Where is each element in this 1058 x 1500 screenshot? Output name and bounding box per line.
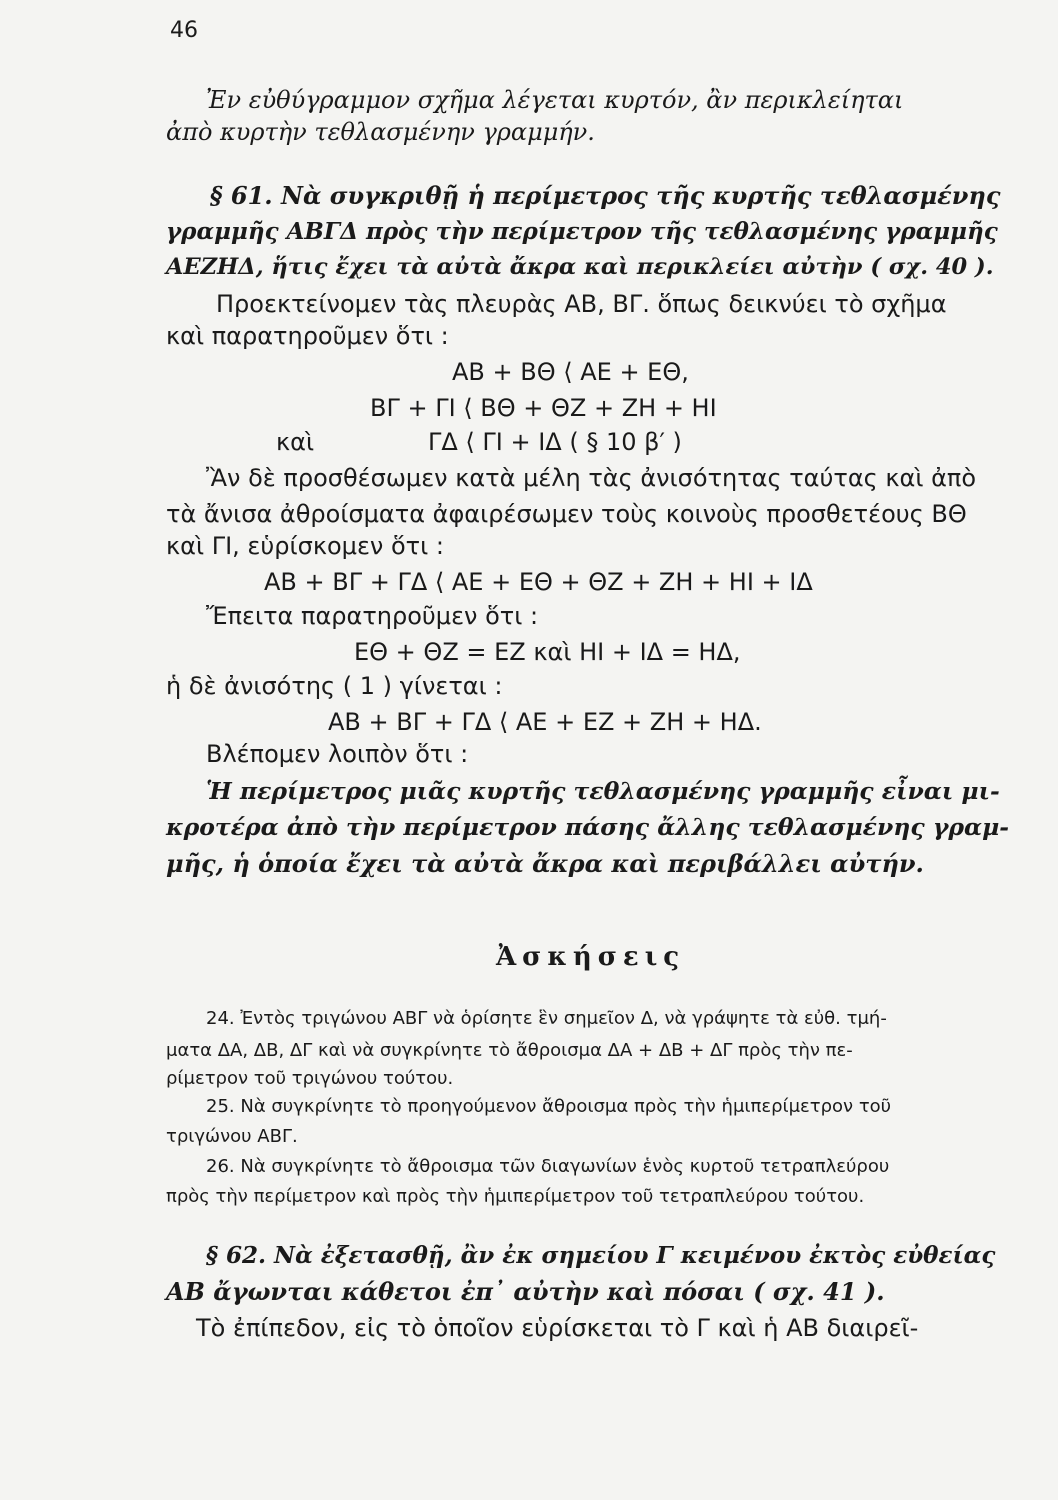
exercise-line: 25. Νὰ συγκρίνητε τὸ προηγούμενον ἄθροισμα πρὸς τὴν ἡμιπερίμετρον τοῦ — [206, 1096, 892, 1117]
exercise-line: τριγώνου ΑΒΓ. — [166, 1126, 298, 1147]
equation: ΓΔ ⟨ ΓΙ + ΙΔ ( § 10 β′ ) — [428, 428, 682, 456]
exercise-line: 26. Νὰ συγκρίνητε τὸ ἄθροισμα τῶν διαγωνίων ἑνὸς κυρτοῦ τετραπλεύρου — [206, 1156, 890, 1177]
exercises-heading: Ἀσκήσεις — [496, 942, 686, 972]
paragraph-line: καὶ ΓΙ, εὑρίσκομεν ὅτι : — [166, 532, 444, 560]
paragraph-line: Ἐν εὐθύγραμμον σχῆμα λέγεται κυρτόν, ἂν περικλείηται — [206, 86, 904, 114]
theorem-line: μῆς, ἡ ὁποία ἔχει τὰ αὐτὰ ἄκρα καὶ περιβάλλει αὐτήν. — [166, 849, 924, 878]
paragraph-line: ἀπὸ κυρτὴν τεθλασμένην γραμμήν. — [166, 118, 595, 146]
paragraph-line: Προεκτείνομεν τὰς πλευρὰς ΑΒ, ΒΓ. ὅπως δεικνύει τὸ σχῆμα — [216, 290, 947, 318]
paragraph-line: Ἔπειτα παρατηροῦμεν ὅτι : — [206, 602, 539, 630]
exercise-line: ρίμετρον τοῦ τριγώνου τούτου. — [166, 1068, 454, 1089]
section-61-title: § 61. Νὰ συγκριθῇ ἡ περίμετρος τῆς κυρτῆς τεθλασμένης — [210, 181, 1001, 210]
paragraph-line: Ἂν δὲ προσθέσωμεν κατὰ μέλη τὰς ἀνισότητας ταύτας καὶ ἀπὸ — [206, 464, 977, 492]
section-62-title: ΑΒ ἄγωνται κάθετοι ἐπ᾿ αὐτὴν καὶ πόσαι ( σχ. 41 ). — [166, 1277, 885, 1306]
paragraph-line: Βλέπομεν λοιπὸν ὅτι : — [206, 740, 469, 768]
page-number: 46 — [170, 18, 198, 43]
equation: ΒΓ + ΓΙ ⟨ ΒΘ + ΘΖ + ΖΗ + ΗΙ — [370, 394, 717, 422]
paragraph-line: Τὸ ἐπίπεδον, εἰς τὸ ὁποῖον εὑρίσκεται τὸ Γ καὶ ἡ ΑΒ διαιρεῖ- — [196, 1314, 919, 1342]
section-61-title: ΑΕΖΗΔ, ἥτις ἔχει τὰ αὐτὰ ἄκρα καὶ περικλείει αὐτὴν ( σχ. 40 ). — [166, 254, 994, 280]
equation: ΑΒ + ΒΓ + ΓΔ ⟨ ΑΕ + ΕΖ + ΖΗ + ΗΔ. — [328, 708, 762, 736]
equation: ΑΒ + ΒΘ ⟨ ΑΕ + ΕΘ, — [452, 358, 689, 386]
paragraph-line: καὶ παρατηροῦμεν ὅτι : — [166, 322, 449, 350]
equation: ΕΘ + ΘΖ = ΕΖ καὶ ΗΙ + ΙΔ = ΗΔ, — [354, 638, 741, 666]
section-61-title: γραμμῆς ΑΒΓΔ πρὸς τὴν περίμετρον τῆς τεθλασμένης γραμμῆς — [166, 218, 998, 245]
exercise-line: 24. Ἐντὸς τριγώνου ΑΒΓ νὰ ὁρίσητε ἓν σημεῖον Δ, νὰ γράψητε τὰ εὐθ. τμή- — [206, 1008, 887, 1029]
paragraph-line: ἡ δὲ ἀνισότης ( 1 ) γίνεται : — [166, 672, 503, 700]
exercise-line: ματα ΔΑ, ΔΒ, ΔΓ καὶ νὰ συγκρίνητε τὸ ἄθροισμα ΔΑ + ΔΒ + ΔΓ πρὸς τὴν πε- — [166, 1040, 853, 1061]
equation-label: καὶ — [276, 428, 315, 456]
theorem-line: Ἡ περίμετρος μιᾶς κυρτῆς τεθλασμένης γραμμῆς εἶναι μι- — [206, 777, 1000, 805]
exercise-line: πρὸς τὴν περίμετρον καὶ πρὸς τὴν ἡμιπερίμετρον τοῦ τετραπλεύρου τούτου. — [166, 1186, 865, 1207]
theorem-line: κροτέρα ἀπὸ τὴν περίμετρον πάσης ἄλλης τεθλασμένης γραμ- — [166, 813, 1010, 841]
section-62-title: § 62. Νὰ ἐξετασθῇ, ἂν ἐκ σημείου Γ κειμένου ἐκτὸς εὐθείας — [206, 1242, 996, 1269]
paragraph-line: τὰ ἄνισα ἀθροίσματα ἀφαιρέσωμεν τοὺς κοινοὺς προσθετέους ΒΘ — [166, 500, 967, 528]
equation: ΑΒ + ΒΓ + ΓΔ ⟨ ΑΕ + ΕΘ + ΘΖ + ΖΗ + ΗΙ + ΙΔ — [264, 568, 813, 596]
